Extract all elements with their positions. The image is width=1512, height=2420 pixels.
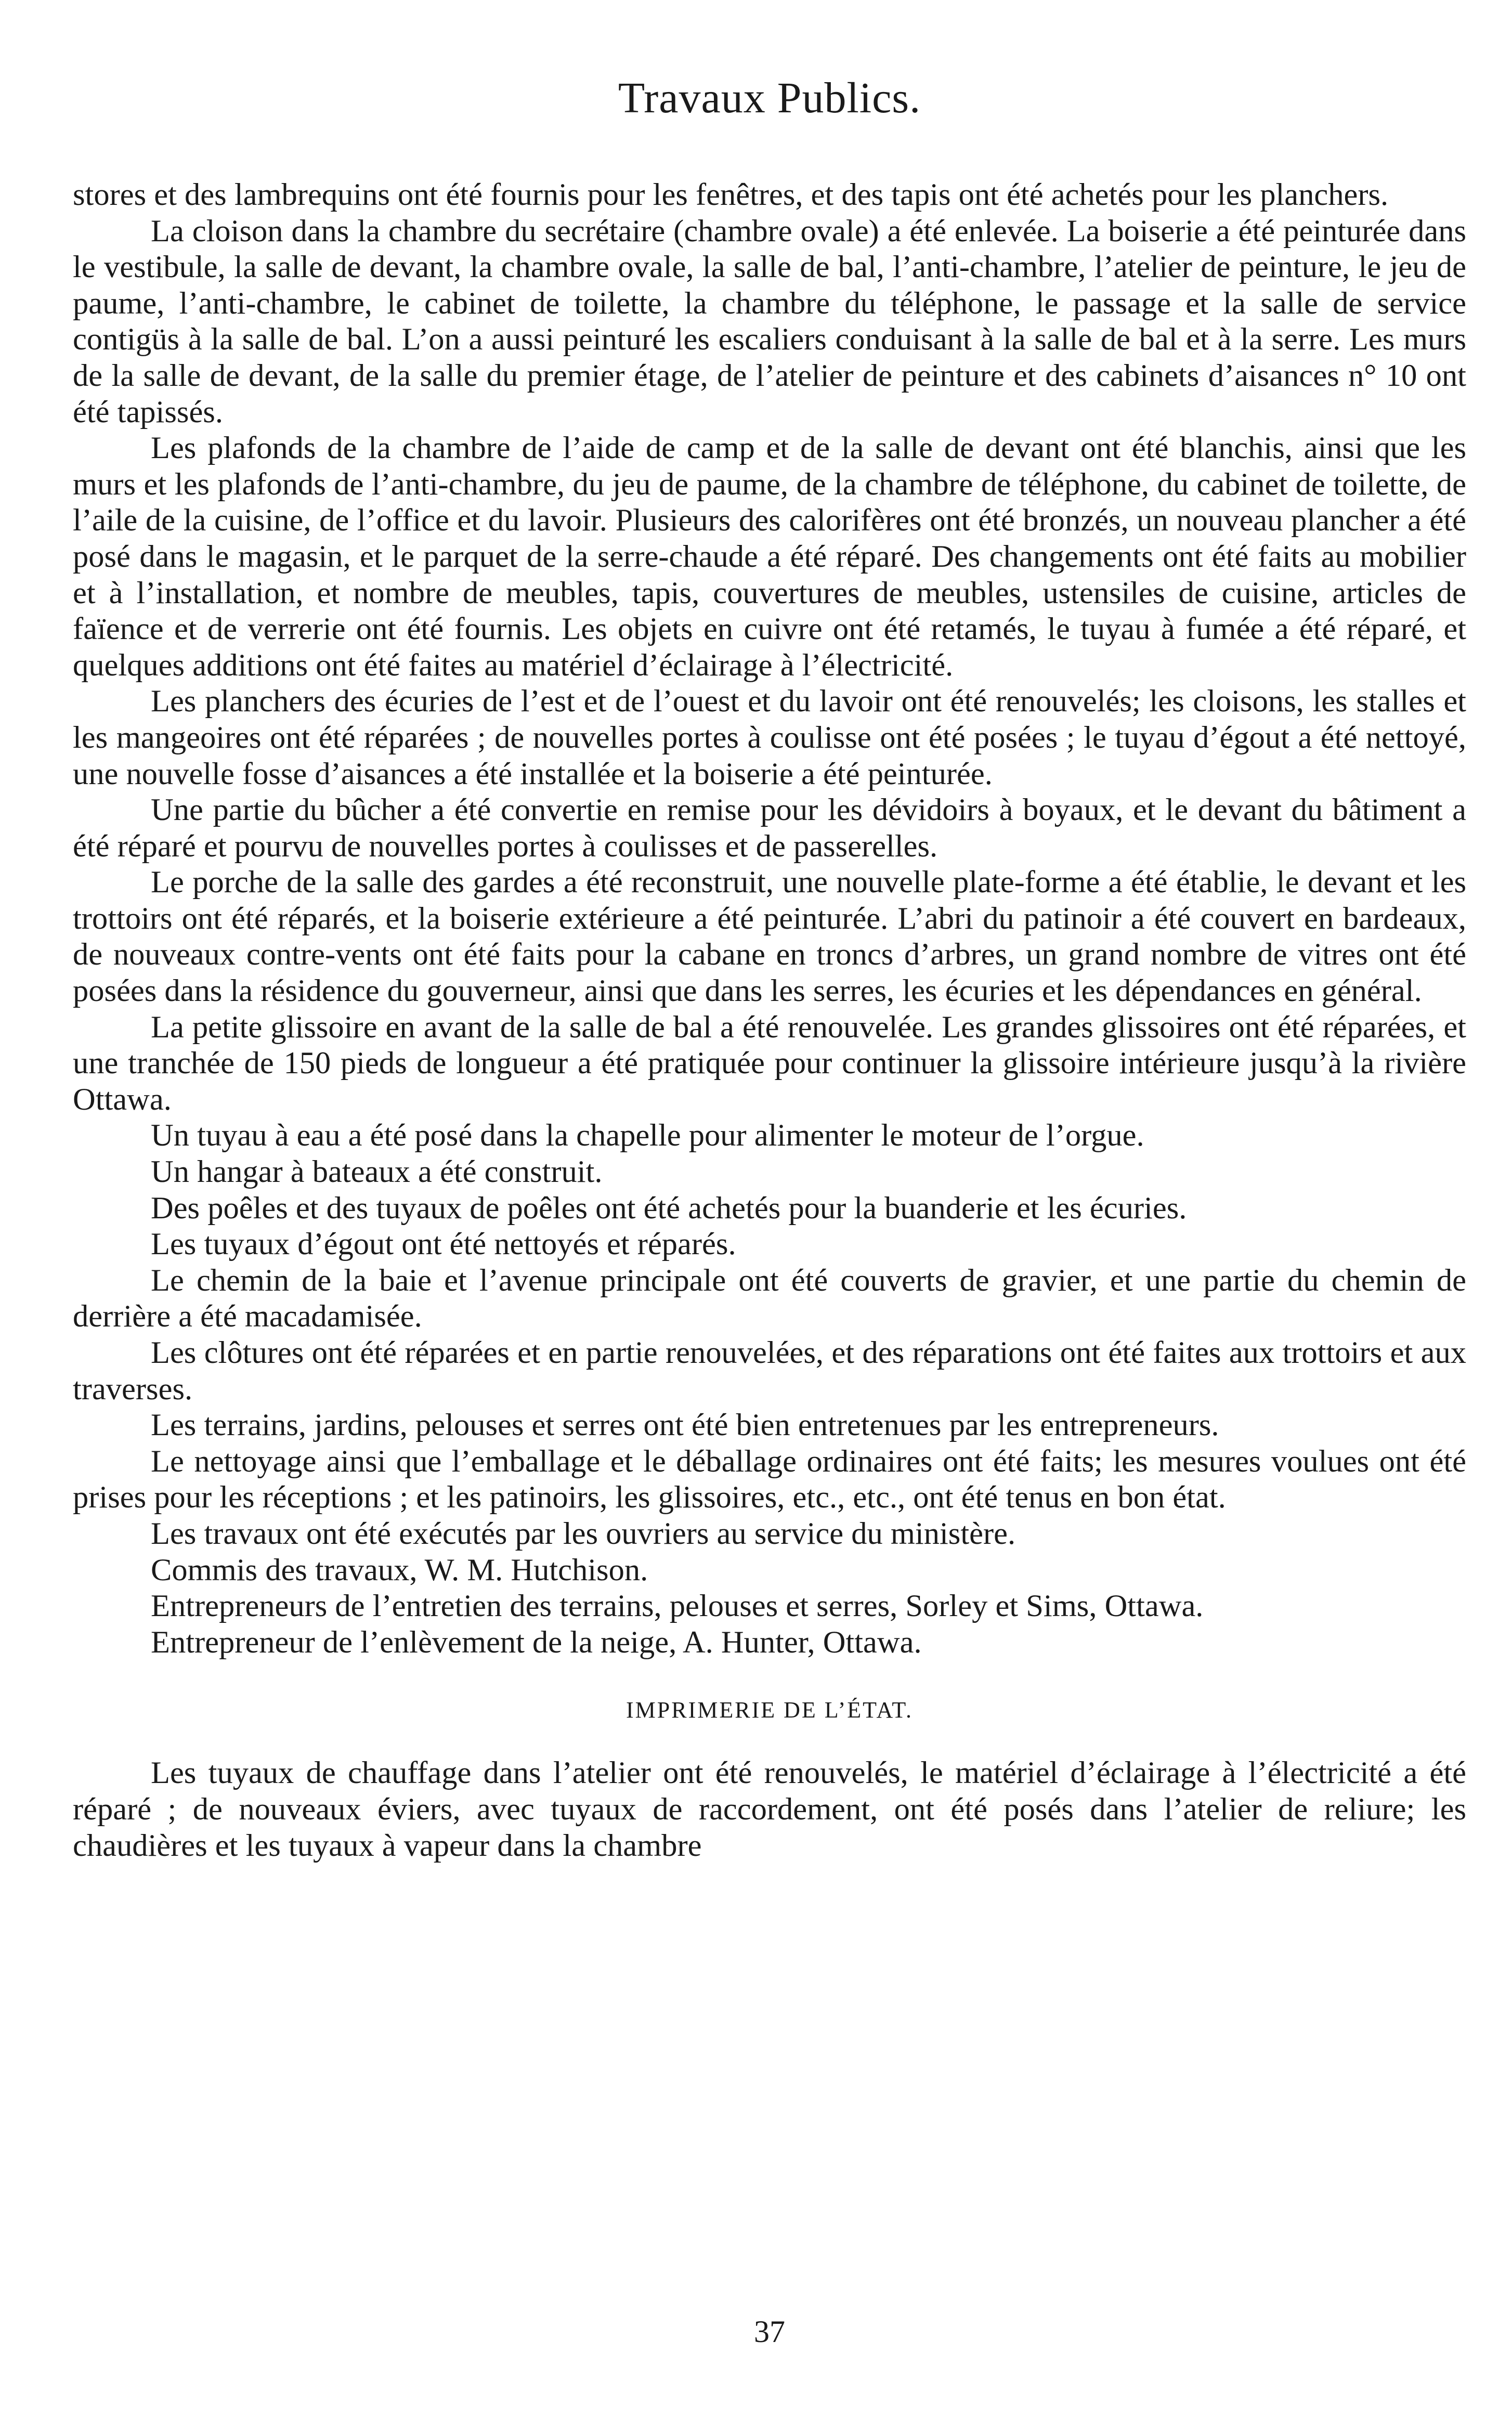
paragraph: Les terrains, jardins, pelouses et serres ont été bien entretenues par les entrepreneurs. <box>151 1408 1219 1443</box>
paragraph: Le nettoyage ainsi que l’emballage et le déballage ordinaires ont été faits; les mesures voulues ont été prises pour les réceptions ; et les patinoirs, les glissoires, etc., etc., ont été tenus en bon état. <box>73 1443 1466 1515</box>
running-header: Travaux Publics. <box>618 74 921 122</box>
paragraph: Les travaux ont été exécutés par les ouvriers au service du ministère. <box>151 1516 1016 1551</box>
paragraph: La petite glissoire en avant de la salle de bal a été renouvelée. Les grandes glissoires ont été réparées, et une tranchée de 150 pieds de longueur a été pratiquée pour continuer la glissoire intérieure jusqu’à la rivière Ottawa. <box>73 1009 1466 1117</box>
paragraph: Des poêles et des tuyaux de poêles ont été achetés pour la buanderie et les écuries. <box>151 1190 1187 1226</box>
paragraph: stores et des lambrequins ont été fournis pour les fenêtres, et des tapis ont été achetés pour les planchers. <box>73 177 1389 212</box>
paragraph: Les plafonds de la chambre de l’aide de camp et de la salle de devant ont été blanchis, ainsi que les murs et les plafonds de l’anti-chambre, du jeu de paume, de la chambre de téléphone, du cabinet de toilette, de l’aile de la cuisine, de l’office et du lavoir. Plusieurs des calorifères ont été bronzés, un nouveau plancher a été posé dans le magasin, et le parquet de la serre-chaude a été réparé. Des changements ont été faits au mobilier et à l’installation, et nombre de meubles, tapis, couvertures de meubles, ustensiles de cuisine, articles de faïence et de verrerie ont été fournis. Les objets en cuivre ont été retamés, le tuyau à fumée a été réparé, et quelques additions ont été faites au matériel d’éclairage à l’électricité. <box>73 431 1466 683</box>
paragraph: Les tuyaux d’égout ont été nettoyés et réparés. <box>151 1227 736 1262</box>
paragraph: Le porche de la salle des gardes a été reconstruit, une nouvelle plate-forme a été établie, le devant et les trottoirs ont été réparés, et la boiserie extérieure a été peinturée. L’abri du patinoir a été couvert en bardeaux, de nouveaux contre-vents ont été faits pour la cabane en troncs d’arbres, un grand nombre de vitres ont été posées dans la résidence du gouverneur, ainsi que dans les serres, les écuries et les dépendances en général. <box>73 865 1466 1009</box>
paragraph: Le chemin de la baie et l’avenue principale ont été couverts de gravier, et une partie du chemin de derrière a été macadamisée. <box>73 1263 1466 1334</box>
paragraph: Entrepreneur de l’enlèvement de la neige, A. Hunter, Ottawa. <box>151 1624 922 1660</box>
section-heading: IMPRIMERIE DE L’ÉTAT. <box>625 1697 913 1723</box>
paragraph: Les planchers des écuries de l’est et de l’ouest et du lavoir ont été renouvelés; les cloisons, les stalles et les mangeoires ont été réparées ; de nouvelles portes à coulisse ont été posées ; le tuyau d’égout a été nettoyé, une nouvelle fosse d’aisances a été installée et la boiserie a été peinturée. <box>73 684 1466 791</box>
page-number: 37 <box>754 2314 785 2349</box>
paragraph: Entrepreneurs de l’entretien des terrains, pelouses et serres, Sorley et Sims, Ottawa. <box>151 1589 1204 1624</box>
body-text <box>73 177 1466 1864</box>
paragraph: Un tuyau à eau a été posé dans la chapelle pour alimenter le moteur de l’orgue. <box>151 1118 1144 1153</box>
paragraph: Une partie du bûcher a été convertie en remise pour les dévidoirs à boyaux, et le devant du bâtiment a été réparé et pourvu de nouvelles portes à coulisses et de passerelles. <box>73 792 1466 864</box>
paragraph: Les tuyaux de chauffage dans l’atelier ont été renouvelés, le matériel d’éclairage à l’électricité a été réparé ; de nouveaux éviers, avec tuyaux de raccordement, ont été posés dans l’atelier de reliure; les chaudières et les tuyaux à vapeur dans la chambre <box>73 1755 1466 1863</box>
paragraph: Un hangar à bateaux a été construit. <box>151 1154 603 1190</box>
paragraph: La cloison dans la chambre du secrétaire (chambre ovale) a été enlevée. La boiserie a été peinturée dans le vestibule, la salle de devant, la chambre ovale, la salle de bal, l’anti-chambre, l’atelier de peinture, le jeu de paume, l’anti-chambre, le cabinet de toilette, la chambre du téléphone, le passage et la salle de service contigüs à la salle de bal. L’on a aussi peinturé les escaliers conduisant à la salle de bal et à la serre. Les murs de la salle de devant, de la salle du premier étage, de l’atelier de peinture et des cabinets d’aisances n° 10 ont été tapissés. <box>73 213 1466 430</box>
paragraph: Les clôtures ont été réparées et en partie renouvelées, et des réparations ont été faites aux trottoirs et aux traverses. <box>73 1335 1466 1407</box>
paragraph: Commis des travaux, W. M. Hutchison. <box>151 1552 648 1588</box>
